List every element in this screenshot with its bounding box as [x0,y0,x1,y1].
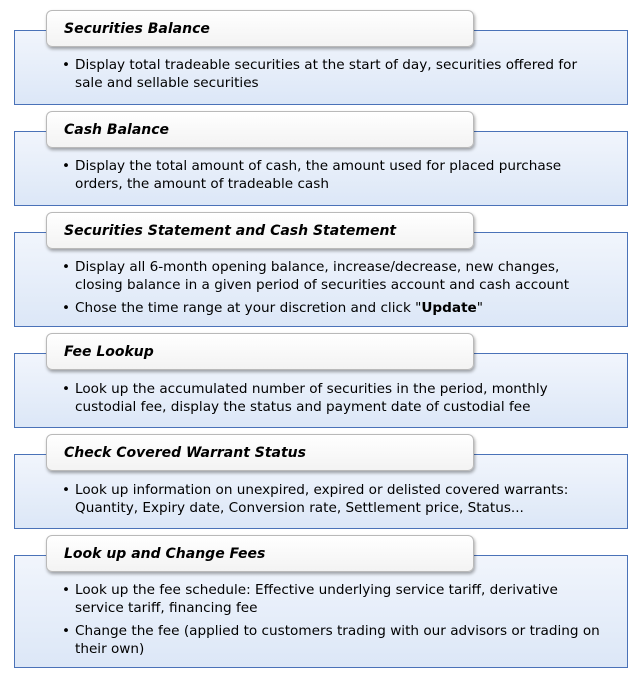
section-title-text: Look up and Change Fees [64,545,266,562]
bullet-list [62,481,602,522]
list-item: • Display total tradeable securities at the start of day, securities offered for sale and sellable securities [62,57,578,91]
bullet-icon: • [62,158,71,174]
bullet-list [62,56,602,97]
list-item: • Display the total amount of cash, the amount used for placed purchase orders, the amount of tradeable cash [62,158,562,192]
bullet-icon: • [62,300,71,316]
section-title [46,333,474,370]
section-title-text: Securities Statement and Cash Statement [64,222,397,239]
update-keyword: Update [421,300,477,316]
bullet-list [62,258,602,322]
section-title-text: Cash Balance [64,121,170,138]
section-title [46,111,474,148]
bullet-icon: • [62,582,71,598]
bullet-list [62,157,602,198]
section-title [46,535,474,572]
section-title [46,434,474,471]
list-item: • Look up the accumulated number of securities in the period, monthly custodial fee, display the status and payment date of custodial fee [62,381,548,415]
bullet-icon: • [62,623,71,639]
list-item: • Look up information on unexpired, expired or delisted covered warrants: Quantity, Expiry date, Conversion rate, Settlement price, Status... [62,482,569,516]
list-item: • Change the fee (applied to customers trading with our advisors or trading on their own) [62,623,600,657]
list-item: • Chose the time range at your discretion and click "Update" [62,300,484,316]
section-title-text: Fee Lookup [64,343,154,360]
bullet-icon: • [62,259,71,275]
bullet-icon: • [62,482,71,498]
list-item: • Display all 6-month opening balance, increase/decrease, new changes, closing balance in a given period of securities account and cash account [62,259,570,293]
bullet-list [62,581,602,663]
list-item: • Look up the fee schedule: Effective underlying service tariff, derivative service tariff, financing fee [62,582,558,616]
bullet-icon: • [62,381,71,397]
bullet-list [62,380,602,421]
section-title [46,212,474,249]
bullet-icon: • [62,57,71,73]
section-title-text: Check Covered Warrant Status [64,444,306,461]
section-title [46,10,474,47]
section-title-text: Securities Balance [64,20,210,37]
